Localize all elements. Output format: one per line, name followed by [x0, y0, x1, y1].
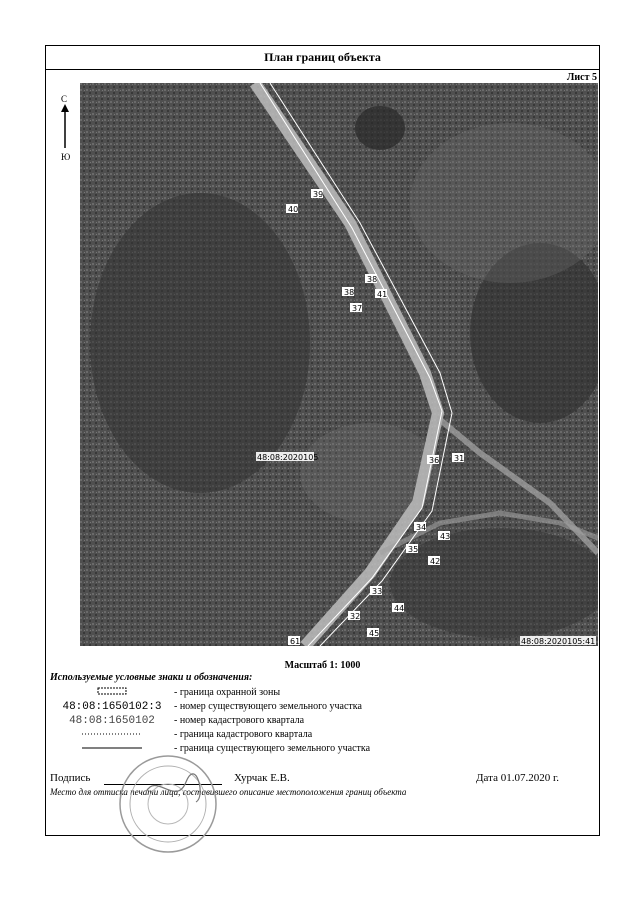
stamp-note: Место для оттиска печати лица, составившего описание местоположения границ объекта [50, 787, 407, 797]
legend-symbol: 48:08:1650102 [69, 715, 155, 727]
legend-item [46, 701, 599, 715]
point-label-text: 40 [288, 205, 299, 214]
signer-name: Хурчак Е.В. [234, 772, 290, 784]
south-label: Ю [61, 152, 71, 162]
point-label-text: 35 [408, 545, 419, 554]
point-label[interactable] [414, 522, 426, 532]
point-label-text: 45 [369, 629, 380, 638]
legend-item [46, 715, 599, 729]
point-label-text: 36 [429, 456, 440, 465]
legend-text: - номер существующего земельного участка [174, 701, 362, 712]
legend-text: - граница существующего земельного участка [174, 743, 371, 754]
point-label-text: 38 [367, 275, 378, 284]
point-label-text: 41 [377, 290, 388, 299]
point-label[interactable] [428, 556, 440, 566]
forest-area [90, 193, 310, 493]
point-label[interactable] [350, 303, 362, 313]
handwritten-signature-icon [146, 774, 200, 802]
point-label[interactable] [365, 274, 377, 284]
tree-cluster [355, 106, 405, 150]
arrow-up-icon [59, 104, 71, 150]
point-label-text: 39 [313, 190, 324, 199]
point-label-text: 42 [430, 557, 441, 566]
legend-item [46, 729, 599, 743]
sheet-number: Лист 5 [566, 72, 597, 83]
parcel-number-label[interactable]: 48:08:2020105:41 [521, 637, 596, 646]
point-label[interactable] [311, 189, 323, 199]
point-label-text: 61 [290, 637, 301, 646]
point-label[interactable] [367, 628, 379, 638]
signature-label: Подпись [50, 772, 91, 784]
point-label[interactable] [288, 636, 300, 646]
dashed-box-icon [97, 687, 127, 695]
legend-text: - номер кадастрового квартала [174, 715, 305, 726]
point-label[interactable] [427, 455, 439, 465]
legend-text: - граница охранной зоны [174, 687, 281, 698]
dotted-line-icon [82, 731, 142, 737]
point-label[interactable] [406, 544, 418, 554]
point-label[interactable] [375, 289, 387, 299]
point-label[interactable] [392, 603, 404, 613]
legend-symbol [62, 729, 162, 741]
point-label-text: 32 [350, 612, 361, 621]
map-canvas [80, 83, 598, 646]
point-label[interactable] [348, 611, 360, 621]
point-label[interactable] [342, 287, 354, 297]
parcel-number-label[interactable]: 48:08:2020105 [257, 453, 319, 462]
point-label-text: 31 [454, 454, 465, 463]
point-label[interactable] [370, 586, 382, 596]
map-scale: Масштаб 1: 1000 [284, 660, 361, 671]
point-label-text: 44 [394, 604, 405, 613]
north-label: С [61, 94, 68, 104]
page-title: План границ объекта [46, 46, 599, 70]
north-arrow [59, 94, 71, 164]
legend-symbol: 48:08:1650102:3 [62, 701, 162, 713]
legend-text: - граница кадастрового квартала [174, 729, 313, 740]
legend-symbol [62, 687, 162, 699]
legend-item [46, 687, 599, 701]
point-label[interactable] [438, 531, 450, 541]
document-date: Дата 01.07.2020 г. [476, 772, 559, 784]
point-label-text: 33 [372, 587, 383, 596]
legend-title: Используемые условные знаки и обозначения: [50, 672, 253, 683]
point-label-text: 34 [416, 523, 427, 532]
point-label-text: 38 [344, 288, 355, 297]
plan-sheet [45, 45, 600, 836]
point-label-text: 43 [440, 532, 451, 541]
solid-line-icon [82, 745, 142, 751]
point-label-text: 37 [352, 304, 363, 313]
seal-stamp-icon [116, 752, 220, 856]
point-label[interactable] [452, 453, 464, 463]
satellite-map[interactable] [80, 83, 598, 646]
point-label[interactable] [286, 204, 298, 214]
